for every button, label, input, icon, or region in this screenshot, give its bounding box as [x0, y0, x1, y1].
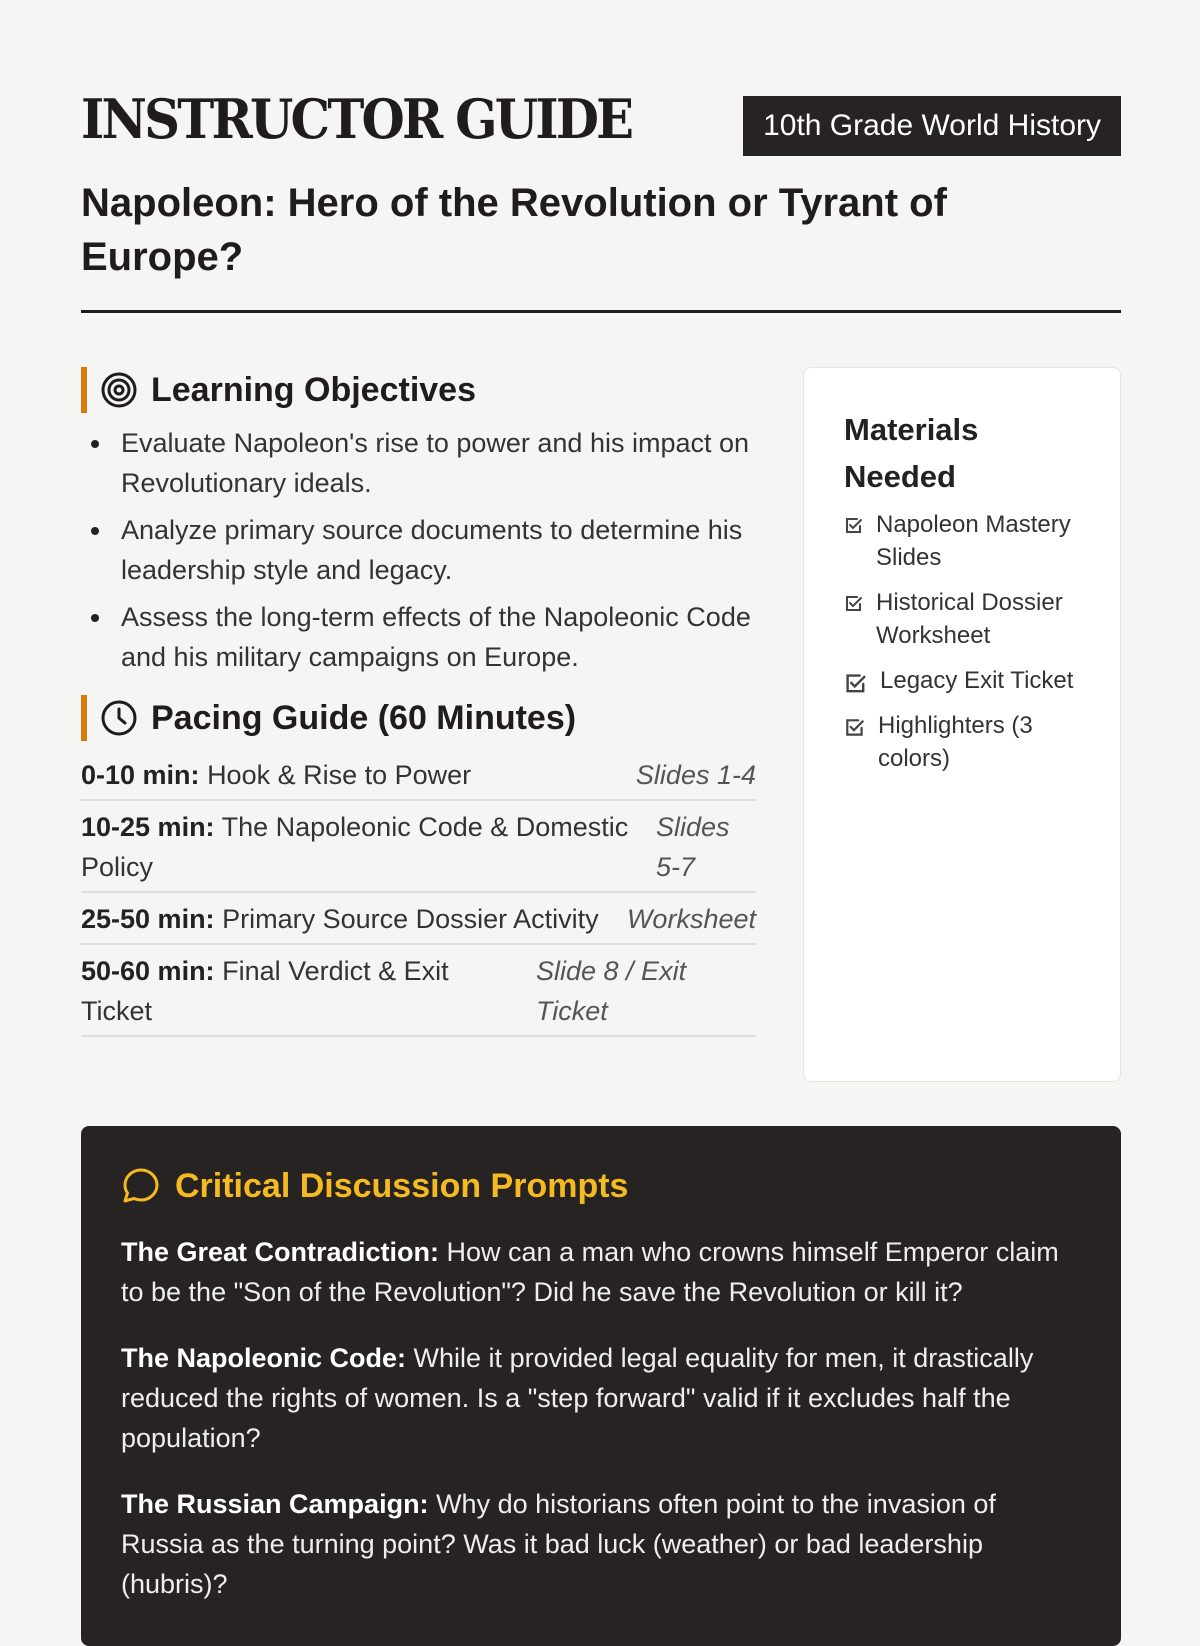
discussion-prompt [121, 1338, 1081, 1458]
materials-card [803, 367, 1121, 1082]
material-label: Highlighters (3 colors) [878, 712, 1033, 772]
objective-item: Analyze primary source documents to determine his leadership style and legacy. [81, 510, 756, 590]
material-item [844, 508, 1080, 574]
objectives-heading-text: Learning Objectives [151, 370, 476, 409]
discussion-heading [121, 1166, 1081, 1206]
prompt-label: The Napoleonic Code: [121, 1343, 407, 1373]
grade-badge: 10th Grade World History [743, 96, 1121, 156]
checkbox-icon [844, 594, 864, 614]
lesson-title: Napoleon: Hero of the Revolution or Tyrant of Europe? [81, 181, 947, 279]
pacing-time: 50-60 min: [81, 956, 215, 986]
material-label: Napoleon Mastery Slides [876, 511, 1071, 571]
material-item [844, 586, 1080, 652]
pacing-time: 25-50 min: [81, 904, 215, 934]
pacing-activity: Primary Source Dossier Activity [222, 904, 599, 934]
pacing-row [81, 945, 756, 1037]
prompt-text: While it provided legal equality for men, it drastically reduced the rights of women. Is a "step forward" valid if it excludes half the population? [121, 1343, 1034, 1453]
pacing-ref: Slide 8 / Exit Ticket [536, 956, 687, 1026]
material-item [844, 709, 1080, 775]
speech-bubble-icon [121, 1166, 161, 1206]
pacing-table [81, 749, 756, 1037]
guide-title: INSTRUCTOR GUIDE [81, 87, 632, 151]
material-label: Legacy Exit Ticket [880, 667, 1074, 694]
pacing-time: 0-10 min: [81, 760, 200, 790]
pacing-ref: Slides 1-4 [635, 760, 756, 790]
discussion-prompts-panel [81, 1126, 1121, 1646]
pacing-activity: Hook & Rise to Power [207, 760, 472, 790]
pacing-row [81, 749, 756, 801]
pacing-heading [81, 695, 756, 741]
instructor-guide-page [81, 0, 1121, 1082]
material-label: Historical Dossier Worksheet [876, 589, 1063, 649]
checkbox-icon [844, 672, 868, 696]
checkbox-icon [844, 516, 864, 536]
pacing-row [81, 893, 756, 945]
prompt-text: How can a man who crowns himself Emperor claim to be the "Son of the Revolution"? Did he save the Revolution or kill it? [121, 1237, 1059, 1307]
checkbox-icon [844, 717, 866, 739]
divider [81, 310, 1121, 313]
prompt-label: The Great Contradiction: [121, 1237, 440, 1267]
clock-icon [101, 700, 137, 736]
discussion-heading-text: Critical Discussion Prompts [175, 1166, 629, 1205]
objectives-heading [81, 367, 756, 413]
pacing-activity: Final Verdict & Exit Ticket [81, 956, 449, 1026]
objectives-list [81, 423, 756, 677]
pacing-ref: Slides 5-7 [656, 812, 730, 882]
prompt-text: Why do historians often point to the invasion of Russia as the turning point? Was it bad luck (weather) or bad leadership (hubris)? [121, 1489, 996, 1599]
discussion-prompt [121, 1484, 1081, 1604]
prompt-label: The Russian Campaign: [121, 1489, 429, 1519]
target-icon [101, 372, 137, 408]
discussion-prompt [121, 1232, 1081, 1312]
objective-item: Evaluate Napoleon's rise to power and his impact on Revolutionary ideals. [81, 423, 756, 503]
pacing-ref: Worksheet [626, 904, 756, 934]
pacing-heading-text: Pacing Guide (60 Minutes) [151, 698, 577, 737]
material-item [844, 664, 1080, 697]
materials-heading: Materials Needed [844, 412, 979, 494]
pacing-time: 10-25 min: [81, 812, 215, 842]
pacing-row [81, 801, 756, 893]
pacing-activity: The Napoleonic Code & Domestic Policy [81, 812, 629, 882]
objective-item: Assess the long-term effects of the Napoleonic Code and his military campaigns on Europe. [81, 597, 756, 677]
